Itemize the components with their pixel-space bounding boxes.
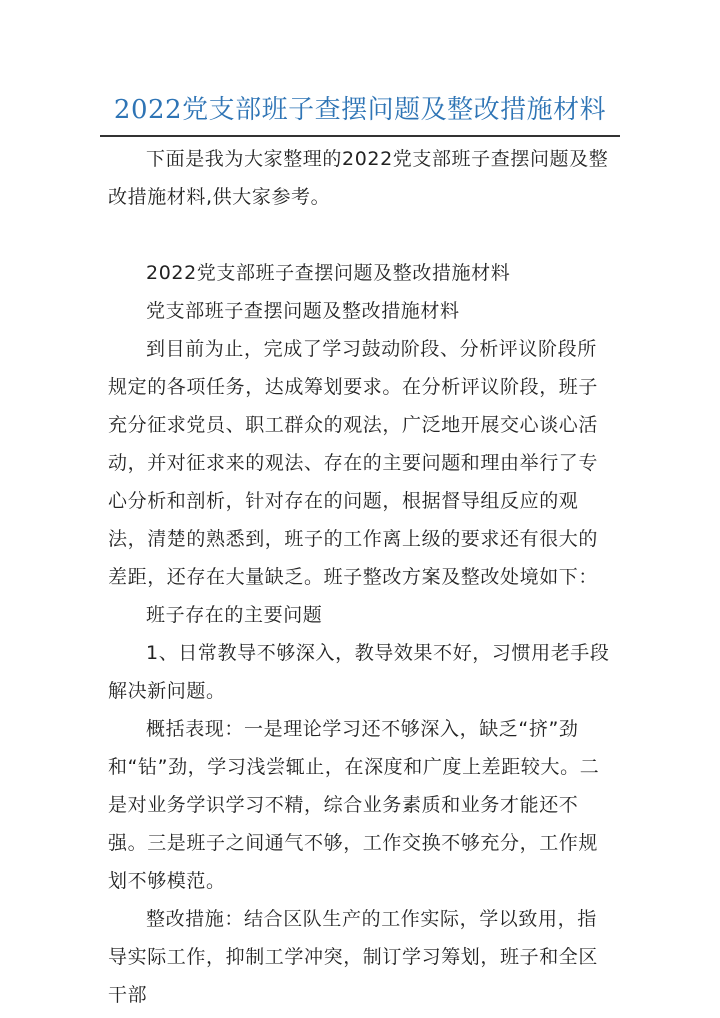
document-title: 2022党支部班子查摆问题及整改措施材料 <box>113 95 607 125</box>
problem-item-1: 1、日常教导不够深入，教导效果不好，习惯用老手段解决新问题。 <box>108 642 610 702</box>
document-body <box>108 140 616 1014</box>
section-heading-main-problems: 班子存在的主要问题 <box>146 604 323 626</box>
paragraph-progress: 到目前为止，完成了学习鼓动阶段、分析评议阶段所规定的各项任务，达成筹划要求。在分析评议阶段，班子充分征求党员、职工群众的观法，广泛地开展交心谈心活动，并对征求来的观法、存在的主要问题和理由举行了专心分析和剖析，针对存在的问题，根据督导组反应的观法，清楚的熟悉到，班子的工作离上级的要求还有很大的差距，还存在大量缺乏。班子整改方案及整改处境如下： <box>108 338 599 588</box>
title-underline <box>100 135 620 137</box>
paragraph-concrete-performance: 概括表现：一是理论学习还不够深入，缺乏“挤”劲和“钻”劲，学习浅尝辄止，在深度和广度上差距较大。二是对业务学识学习不精，综合业务素质和业务才能还不强。三是班子之间通气不够，工作交换不够充分，工作规划不够模范。 <box>108 718 600 892</box>
subtitle-line-1: 2022党支部班子查摆问题及整改措施材料 <box>146 262 511 284</box>
intro-paragraph: 下面是我为大家整理的2022党支部班子查摆问题及整改措施材料,供大家参考。 <box>108 148 609 208</box>
paragraph-rectification-measures: 整改措施：结合区队生产的工作实际，学以致用，指导实际工作，抑制工学冲突，制订学习筹划，班子和全区干部 <box>108 908 599 1006</box>
subtitle-line-2: 党支部班子查摆问题及整改措施材料 <box>146 300 460 322</box>
